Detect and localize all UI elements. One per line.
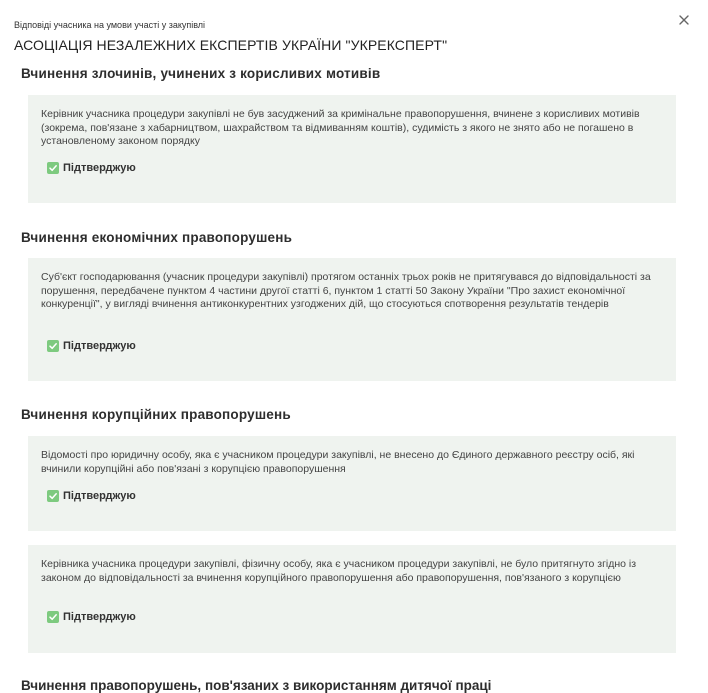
section-title-economic-offenses: Вчинення економічних правопорушень — [21, 230, 293, 245]
checkbox-checked-icon — [47, 162, 59, 174]
requirement-card — [28, 258, 676, 381]
requirement-text: Керівник учасника процедури закупівлі не був засуджений за кримінальне правопорушення, вчинене з корисливих мотивів (зокрема, пов'язане з хабарництвом, шахрайством та відмиванням коштів), судимість з якого не знято або не погашено в установленому законом порядку — [41, 108, 640, 148]
confirm-label: Підтверджую — [63, 162, 136, 174]
confirm-label: Підтверджую — [63, 340, 136, 352]
requirement-card — [28, 95, 676, 203]
requirement-text: Суб'єкт господарювання (учасник процедури закупівлі) протягом останніх трьох років не притягувався до відповідальності за порушення, передбачене пунктом 4 частини другої статті 6, пунктом 1 статті 50 Закону України "Про захист економічної конкуренції", у вигляді вчинення антиконкурентних узгоджених дій, що стосуються спотворення результатів тендерів — [41, 271, 651, 311]
checkbox-checked-icon — [47, 490, 59, 502]
confirm-label: Підтверджую — [63, 490, 136, 502]
confirm-status — [47, 611, 136, 623]
confirm-status — [47, 340, 136, 352]
section-title-next: Вчинення правопорушень, пов'язаних з використанням дитячої праці — [21, 678, 492, 693]
close-icon[interactable] — [676, 12, 692, 28]
modal-title: АСОЦІАЦІЯ НЕЗАЛЕЖНИХ ЕКСПЕРТІВ УКРАЇНИ "УКРЕКСПЕРТ" — [14, 37, 448, 53]
checkbox-checked-icon — [47, 611, 59, 623]
modal-subtitle: Відповіді учасника на умови участі у закупівлі — [14, 20, 206, 30]
checkbox-checked-icon — [47, 340, 59, 352]
requirement-card — [28, 545, 676, 653]
close-button[interactable] — [676, 12, 692, 28]
requirement-text: Керівника учасника процедури закупівлі, фізичну особу, яка є учасником процедури закупівлі, не було притягнуто згідно із законом до відповідальності за вчинення корупційного правопорушення або правопорушення, пов'язаного з корупцією — [41, 558, 637, 584]
confirm-status — [47, 490, 136, 502]
requirement-card — [28, 436, 676, 531]
confirm-label: Підтверджую — [63, 611, 136, 623]
confirm-status — [47, 162, 136, 174]
section-title-corrupt-motives: Вчинення злочинів, учинених з корисливих мотивів — [21, 66, 381, 81]
section-title-corruption-offenses: Вчинення корупційних правопорушень — [21, 407, 291, 422]
requirement-text: Відомості про юридичну особу, яка є учасником процедури закупівлі, не внесено до Єдиного державного реєстру осіб, які вчинили корупційні або пов'язані з корупцією правопорушення — [41, 449, 635, 475]
